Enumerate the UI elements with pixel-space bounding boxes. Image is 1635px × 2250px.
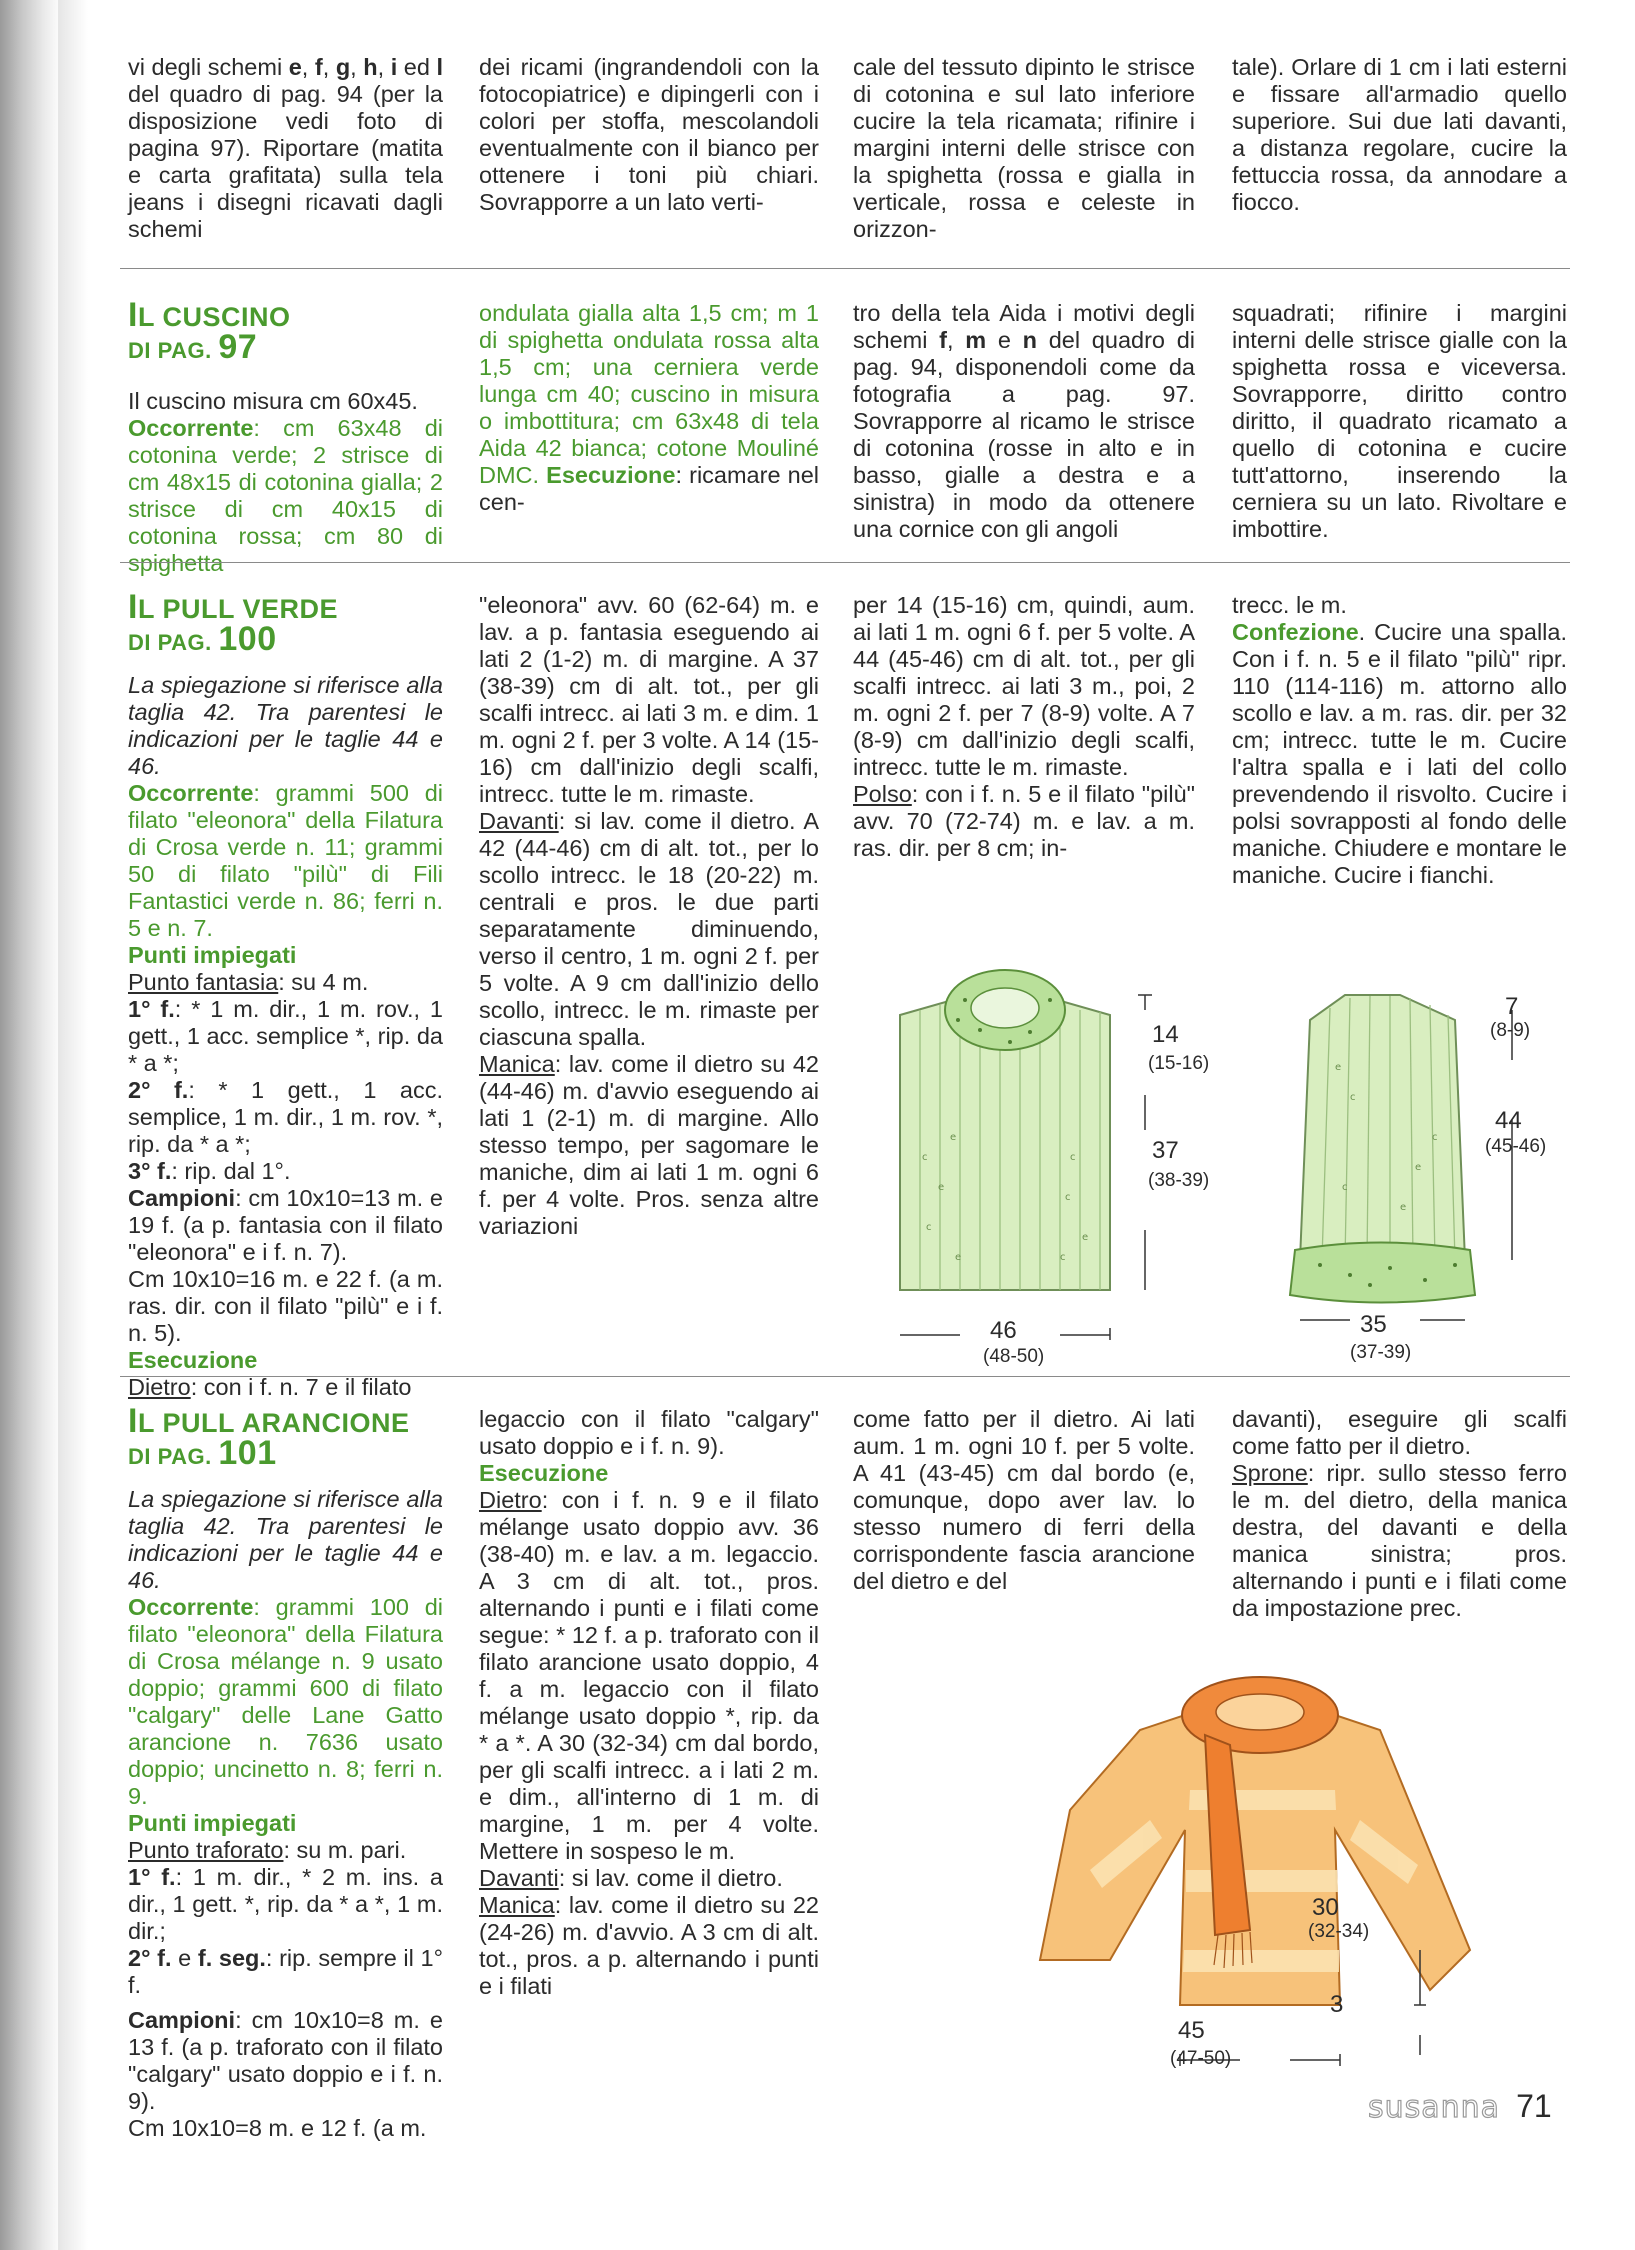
pullarancione-diagram [1000,1660,1520,2080]
pullarancione-col-2: legaccio con il filato "calgary" usato doppio e i f. n. 9). Esecuzione Dietro: con i f. n. 9 e il filato mélange usato doppio avv. 36 (38-40) m. e lav. a m. legaccio. A 3 cm di alt. tot., pros. alternando i punti e i filati come segue: * 12 f. a p. traforato con il filato arancione usato doppio, 4 f. a m. legaccio con il filato mélange usato doppio *, rip. da * a *. A 30 (32-34) cm dal bordo, per gli scalfi intrecc. a i lati 2 m. e dim., all'interno di 1 m. di margine, 1 m. per 4 volte. Mettere in sospeso le m. Davanti: si lav. come il dietro. Manica: lav. come il dietro su 22 (24-26) m. d'avvio. A 3 cm di alt. tot., pros. a p. alternando i punti e i filati [479,1406,819,1999]
magazine-brand: susanna [1368,2090,1501,2125]
svg-text:c: c [1342,1182,1348,1193]
pullverde-body-h1-sizes: (15-16) [1148,1053,1210,1074]
pullarancione-col-3: come fatto per il dietro. Ai lati aum. 1 m. ogni 10 f. per 5 volte. A 41 (43-45) cm dal bordo (e, comunque, dopo aver lav. lo stesso numero di ferri della corrispondente fascia arancione del dietro e del [853,1406,1195,1594]
pullverde-sleeve-w: 35 [1360,1311,1387,1338]
svg-text:e: e [1082,1232,1089,1243]
top-col-1: vi degli schemi e, f, g, h, i ed l del quadro di pag. 94 (per la disposizione vedi foto di pagina 97). Riportare (matita e carta grafitata) sulla tela jeans i disegni ricavati dagli schemi [128,54,444,242]
top-col-2: dei ricami (ingrandendoli con la fotocopiatrice) e dipingerli con i colori per stoffa, mescolandoli eventualmente con il bianco per ottenere i toni più chiari. Sovrapporre a un lato verti- [479,54,819,215]
svg-text:c: c [1070,1152,1076,1163]
svg-text:e: e [1335,1062,1342,1073]
pullverde-title: IL PULL VERDE DI PAG. 100 [128,588,338,658]
cuscino-title: IL CUSCINO DI PAG. 97 [128,296,291,366]
svg-text:e: e [950,1132,957,1143]
pullarancione-col-1: IL PULL ARANCIONE DI PAG. 101 La spiegazione si riferisce alla taglia 42. Tra parentesi le indicazioni per le taglie 44 e 46. Occorrente: grammi 100 di filato "eleonora" della Filatura di Crosa mélange n. 9 usato doppio; grammi 600 di filato "calgary" delle Lane Gatto arancione n. 7636 usato doppio; uncinetto n. 8; ferri n. 9. Punti impiegati Punto traforato: su m. pari. 1° f.: 1 m. dir., * 2 m. ins. a dir., 1 gett. *, rip. da * a *, 1 m. dir.; 2° f. e f. seg.: rip. sempre il 1° f. Campioni: cm 10x10=8 m. e 13 f. (a p. traforato con il filato "calgary" usato doppio e i f. n. 9). Cm 10x10=8 m. e 12 f. (a m. [128,1402,443,2141]
svg-text:c: c [1060,1252,1066,1263]
pullverde-sleeve-h2-sizes: (45-46) [1485,1136,1547,1157]
cuscino-col-2: ondulata gialla alta 1,5 cm; m 1 di spighetta ondulata rossa alta 1,5 cm; una cerniera verde lunga cm 40; cuscino in misura o imbottitura; cm 63x48 di tela Aida 42 bianca; cotone Mouliné DMC. Esecuzione: ricamare nel cen- [479,300,819,515]
cuscino-col-4: squadrati; rifinire i margini interni delle strisce gialle con la spighetta rossa e viceversa. Sovrapporre, diritto contro diritto, il quadrato ricamato a quello di cotonina e cucire tutt'attorno, inserendo la cerniera su un lato. Rivoltare e imbottire. [1232,300,1567,542]
pullarancione-w-sizes: (47-50) [1170,2048,1232,2069]
pullverde-sleeve-w-sizes: (37-39) [1350,1342,1412,1363]
svg-text:c: c [922,1152,928,1163]
divider-3 [120,1376,1570,1377]
svg-text:e: e [1400,1202,1407,1213]
svg-text:c: c [1350,1092,1356,1103]
pullverde-body-w-sizes: (48-50) [983,1346,1045,1367]
svg-text:c: c [1432,1132,1438,1143]
pullverde-sleeve-h1-sizes: (8-9) [1490,1020,1531,1041]
pullverde-body-h1: 14 [1152,1021,1179,1048]
pullverde-col-4: trecc. le m. Confezione. Cucire una spalla. Con i f. n. 5 e il filato "pilù" ripr. 110 (114-116) m. attorno allo scollo e lav. a m. ras. dir. per 32 cm; intrecc. tutte le m. Cucire l'altra spalla e i lati del collo prevendendo il risvolto. Cucire i polsi sovrapposti al fondo delle maniche. Chiudere e montare le maniche. Cucire i fianchi. [1232,592,1567,888]
top-col-4: tale). Orlare di 1 cm i lati esterni e fissare all'armadio quello superiore. Sui due lati davanti, a distanza regolare, cucire la fettuccia rossa, da annodare a fiocco. [1232,54,1567,215]
page-footer [1368,2088,1552,2125]
svg-text:c: c [1065,1192,1071,1203]
page-number: 71 [1516,2088,1552,2124]
pullarancione-col-4: davanti), eseguire gli scalfi come fatto per il dietro. Sprone: ripr. sullo stesso ferro le m. del dietro, della manica destra, del davanti e della manica sinistra; pros. alternando i punti e i filati come da impostazione prec. [1232,1406,1567,1621]
svg-text:e: e [1415,1162,1422,1173]
top-col-3: cale del tessuto dipinto le strisce di cotonina e sul lato inferiore cucire la tela ricamata; rifinire i margini interni delle strisce con la spighetta (rossa e gialla in verticale, rossa e celeste in orizzon- [853,54,1195,242]
svg-text:c: c [926,1222,932,1233]
pullverde-body-w: 46 [990,1317,1017,1344]
pullverde-body-h2-sizes: (38-39) [1148,1170,1210,1191]
divider-1 [120,268,1570,269]
pullarancione-h-sizes: (32-34) [1308,1921,1370,1942]
gutter-shadow [58,0,88,2250]
pullarancione-title: IL PULL ARANCIONE DI PAG. 101 [128,1402,410,1472]
pullverde-sleeve-h1: 7 [1505,993,1519,1020]
pullverde-sleeve-h2: 44 [1495,1107,1522,1134]
pullarancione-hem: 3 [1330,1991,1344,2018]
svg-text:e: e [955,1252,962,1263]
svg-text:e: e [938,1182,945,1193]
cuscino-col-3: tro della tela Aida i motivi degli schemi f, m e n del quadro di pag. 94, disponendoli come da fotografia a pag. 97. Sovrapporre al ricamo le strisce di cotonina (rosse in alto e in basso, gialle a destra e a sinistra) in modo da ottenere una cornice con gli angoli [853,300,1195,542]
divider-2 [120,562,1570,563]
pullverde-col-3: per 14 (15-16) cm, quindi, aum. ai lati 1 m. ogni 6 f. per 5 volte. A 44 (45-46) cm di alt. tot., per gli scalfi intrecc. ai lati 3 m., poi, 2 m. ogni 2 f. per 7 (8-9) volte. A 7 (8-9) cm dall'inizio degli scalfi, intrecc. tutte le m. rimaste. Polso: con i f. n. 5 e il filato "pilù" avv. 70 (72-74) m. e lav. a m. ras. dir. per 8 cm; in- [853,592,1195,861]
pullverde-body-h2: 37 [1152,1137,1179,1164]
pullverde-col-2: "eleonora" avv. 60 (62-64) m. e lav. a p. fantasia eseguendo ai lati 2 (1-2) m. di margine. A 37 (38-39) cm di alt. tot., per gli scalfi intrecc. ai lati 3 m. e dim. 1 m. ogni 2 f. per 3 volte. A 14 (15-16) cm dall'inizio degli scalfi, intrecc. tutte le m. rimaste. Davanti: si lav. come il dietro. A 42 (44-46) cm di alt. tot., per lo scollo intrecc. le 18 (20-22) m. centrali e pros. le due parti separatamente diminuendo, verso il centro, 1 m. ogni 2 f. per 5 volte. A 9 cm dall'inizio dello scollo, intrecc. le m. rimaste per ciascuna spalla. Manica: lav. come il dietro su 42 (44-46) m. d'avvio eseguendo ai lati 1 (2-1) m. di margine. Allo stesso tempo, per sagomare le maniche, dim ai lati 1 m. ogni 6 f. per 4 volte. Pros. senza altre variazioni [479,592,819,1239]
page-spine-shadow [0,0,58,2250]
pullverde-col-1: IL PULL VERDE DI PAG. 100 La spiegazione si riferisce alla taglia 42. Tra parentesi le indicazioni per le taglie 44 e 46. Occorrente: grammi 500 di filato "eleonora" della Filatura di Crosa verde n. 11; grammi 50 di filato "pilù" di Fili Fantastici verde n. 86; ferri n. 5 e n. 7. Punti impiegati Punto fantasia: su 4 m. 1° f.: * 1 m. dir., 1 m. rov., 1 gett., 1 acc. semplice *, rip. da * a *; 2° f.: * 1 gett., 1 acc. semplice, 1 m. dir., 1 m. rov. *, rip. da * a *; 3° f.: rip. dal 1°. Campioni: cm 10x10=13 m. e 19 f. (a p. fantasia con il filato "eleonora" e i f. n. 7). Cm 10x10=16 m. e 22 f. (a m. ras. dir. con il filato "pilù" e i f. n. 5). Esecuzione Dietro: con i f. n. 7 e il filato [128,588,443,1400]
pullarancione-h: 30 [1312,1894,1339,1921]
pullarancione-w: 45 [1178,2017,1205,2044]
cuscino-col-1: IL CUSCINO DI PAG. 97 Il cuscino misura cm 60x45. Occorrente: cm 63x48 di cotonina verde; 2 strisce di cm 48x15 di cotonina gialla; 2 strisce di cm 40x15 di cotonina rossa; cm 80 di spighetta [128,296,443,576]
